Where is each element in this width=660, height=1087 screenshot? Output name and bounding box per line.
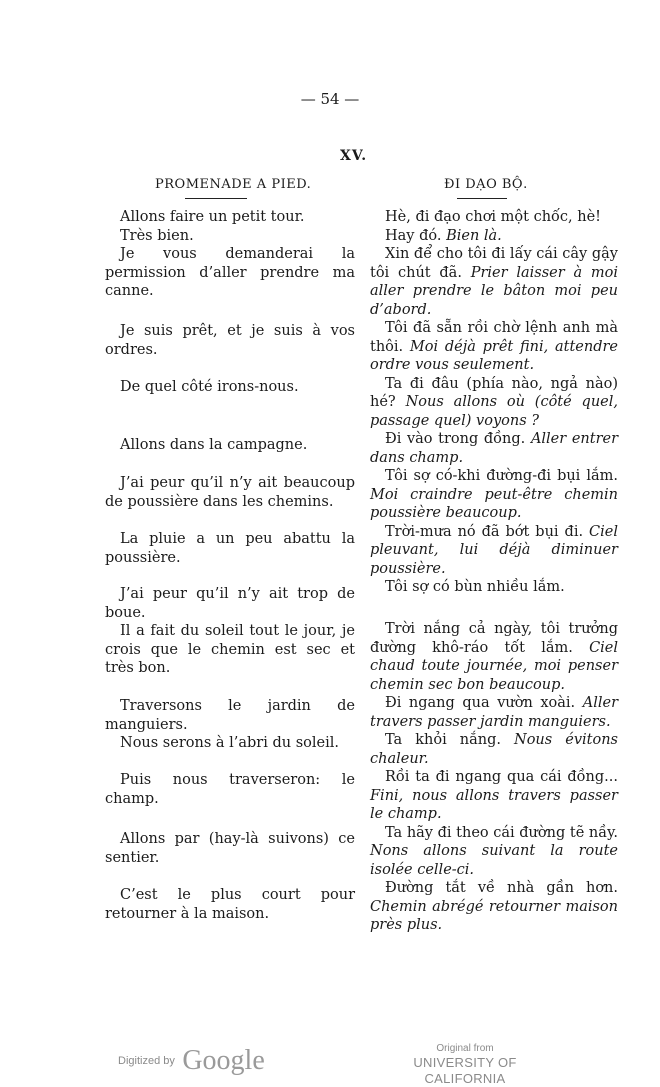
vietnamese-column [370,208,618,597]
vietnamese-entry: Tôi đã sẵn rồi chờ lệnh anh mà thôi. Moi déjà prêt fini, attendre ordre vous seulement. [370,320,619,373]
vietnamese-entry: Đi vào trong đồng. Aller entrer dans champ. [370,431,619,466]
french-line: La pluie a un peu abattu la poussière. [105,531,355,566]
vietnamese-column [370,620,618,935]
original-from-watermark [380,1043,550,1087]
french-line: J’ai peur qu’il n’y ait trop de boue. Il a fait du soleil tout le jour, je crois que le chemin est sec et très bon. [105,586,355,676]
french-line: Traversons le jardin de manguiers. Nous serons à l’abri du soleil. [105,698,355,751]
french-line: C’est le plus court pour retourner à la maison. [105,887,355,922]
french-line: Allons par (hay-là suivons) ce sentier. [105,831,355,866]
vietnamese-entry: Đi ngang qua vườn xoài. Aller travers passer jardin manguiers. [370,695,619,730]
right-column-heading: ĐI DẠO BỘ. [444,177,528,192]
vietnamese-entry: Tôi sợ có-khi đường-đi bụi lắm. Moi craindre peut-être chemin poussière beaucoup. [370,468,618,521]
vietnamese-entry: Đường tắt về nhà gần hơn. Chemin abrégé retourner maison près plus. [370,880,618,933]
chapter-number: XV. [340,148,368,164]
french-line: De quel côté irons-nous. [120,379,299,395]
vietnamese-entry: Hay đó. Bien là. [385,227,502,244]
vietnamese-entry: Ta hãy đi theo cái đường tẽ nầy. Nons allons suivant la route isolée celle-ci. [370,824,618,878]
vietnamese-entry: Trời nắng cả ngày, tôi trưởng đường khô-ráo tốt lắm. Ciel chaud toute journée, moi penser chemin sec bon beaucoup. [370,621,619,693]
vietnamese-entry: Rồi ta đi ngang qua cái đồng... Fini, nous allons travers passer le champ. [370,769,618,822]
vietnamese-entry: Ta khỏi nắng. Nous évitons chaleur. [370,732,618,767]
french-line: Je suis prêt, et je suis à vos ordres. [105,323,355,358]
digitized-by-watermark [118,1045,265,1077]
right-heading-rule [457,198,507,199]
google-logo: Google [182,1045,265,1076]
university-label: UNIVERSITY OF CALIFORNIA [413,1055,517,1086]
vietnamese-entry: Ta đi đâu (phía nào, ngả nào) hé? Nous allons où (côté quel, passage quel) voyons ? [370,375,619,429]
french-line: J’ai peur qu’il n’y ait beaucoup de poussière dans les chemins. [105,475,355,510]
digitized-label: Digitized by [118,1055,175,1067]
vietnamese-entry: Hè, đi đạo chơi một chốc, hè! [385,209,602,225]
original-from-label: Original from [436,1043,494,1054]
french-line: Allons faire un petit tour. Très bien. Je vous demanderai la permission d’aller prendre ma canne. [105,209,355,299]
french-line: Puis nous traverseron: le champ. [105,772,355,807]
vietnamese-entry: Tôi sợ có bùn nhiều lắm. [385,579,565,595]
vietnamese-entry: Xin để cho tôi đi lấy cái cây gậy tôi chút đã. Prier laisser à moi aller prendre le bâton moi peu d’abord. [370,246,619,318]
left-column-heading: PROMENADE A PIED. [155,177,312,192]
page-number: — 54 — [300,90,360,108]
left-heading-rule [185,198,247,199]
vietnamese-entry: Trời-mưa nó đã bớt bụi đi. Ciel pleuvant, lui déjà diminuer poussière. [370,523,618,577]
french-line: Allons dans la campagne. [120,437,308,453]
